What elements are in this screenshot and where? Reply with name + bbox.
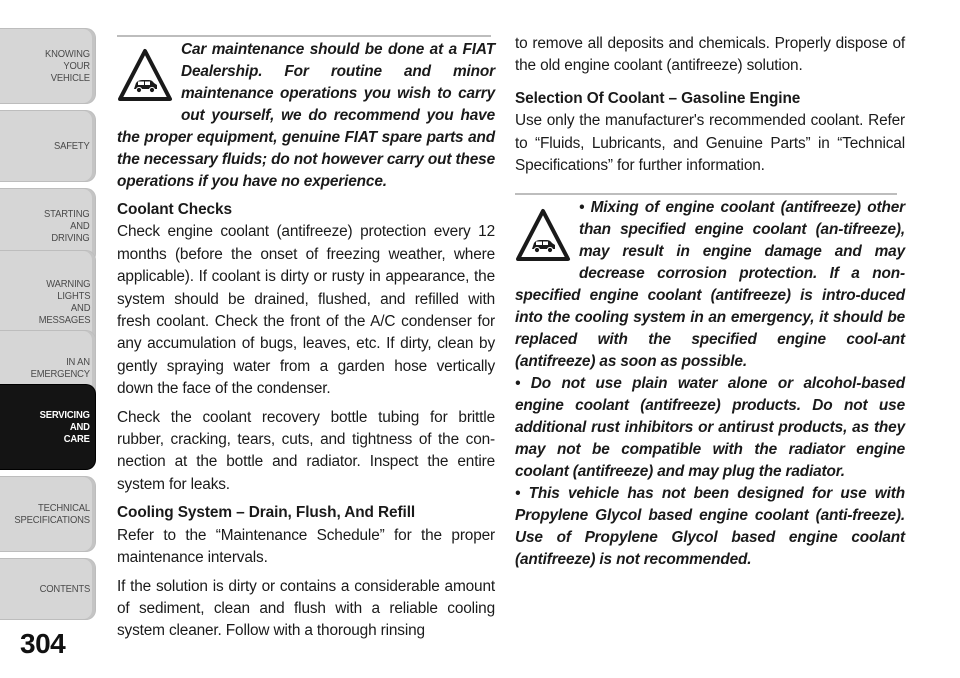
tab-technical-specifications[interactable] — [0, 476, 96, 552]
coolant-warning — [515, 197, 905, 571]
tab-label: KNOWING YOUR VEHICLE — [45, 48, 90, 84]
warning-triangle-icon — [117, 47, 173, 107]
tab-label: CONTENTS — [39, 583, 90, 595]
page-number: 304 — [20, 628, 66, 659]
maintenance-warning — [117, 39, 495, 193]
warning-divider — [515, 193, 897, 195]
paragraph-continued: to remove all deposits and chemicals. Properly dispose of the old engine coolant (antifreeze) solution. — [515, 35, 905, 75]
tab-contents[interactable] — [0, 558, 96, 620]
right-column — [515, 0, 905, 571]
warning-bullet: • Mixing of engine coolant (antifreeze) other than specified engine coolant (an-tifreeze), may result in engine damage and may decrease corrosion protection. If a non-specified engine coolant (antifreeze) is intro-duced into the cooling system in an emergency, it should be replaced with the specified engine cool-ant (antifreeze) as soon as possible. — [515, 197, 905, 373]
paragraph-maintenance-schedule: Refer to the “Maintenance Schedule” for the proper maintenance intervals. — [117, 526, 495, 567]
paragraph-flush: If the solution is dirty or contains a considerable amount of sediment, clean and flush with a reliable cooling system cleaner. Follow with a thorough rinsing — [117, 577, 495, 640]
paragraph-selection: Use only the manufacturer's recommended coolant. Refer to “Fluids, Lubricants, and Genuine Parts” in “Technical Specifications” for further information. — [515, 112, 905, 175]
tab-label: SERVICING AND CARE — [39, 409, 90, 445]
tab-label: TECHNICAL SPECIFICATIONS — [14, 502, 90, 526]
heading-selection-of-coolant: Selection Of Coolant – Gasoline Engine — [515, 89, 801, 107]
tab-label: IN AN EMERGENCY — [30, 356, 90, 380]
tab-label: SAFETY — [54, 140, 90, 152]
warning-bullet: • Do not use plain water alone or alcohol-based engine coolant (antifreeze) products. Do not use additional rust inhibitors or antirust products, as they may not be compatible with the radiator engine coolant (antifreeze) and may plug the radiator. — [515, 373, 905, 483]
heading-coolant-checks: Coolant Checks — [117, 201, 232, 218]
tab-label: STARTING AND DRIVING — [44, 208, 90, 244]
warning-triangle-icon — [515, 207, 571, 267]
heading-cooling-system: Cooling System – Drain, Flush, And Refill — [117, 504, 416, 522]
paragraph-coolant-tubing: Check the coolant recovery bottle tubing for brittle rubber, cracking, tears, cuts, and tightness of the con-nection at the bottle and radiator. Inspect the entire system for leaks. — [117, 408, 495, 493]
warning-bullet: • This vehicle has not been designed for use with Propylene Glycol based engine coolant (anti-freeze). Use of Propylene Glycol based engine coolant (antifreeze) is not recommended. — [515, 483, 905, 571]
paragraph-coolant-checks: Check engine coolant (antifreeze) protection every 12 months (before the onset of freezing weather, where applicable). If coolant is dirty or rusty in appearance, the system should be drained, flushed, and refilled with fresh coolant. Check the front of the A/C condenser for any accumulation of bugs, leaves, etc. If dirty, clean by gently spraying water from a garden hose vertically down the face of the condenser. — [117, 223, 495, 398]
left-column — [117, 0, 495, 643]
warning-text: Car maintenance should be done at a FIAT Dealership. For routine and minor maintenance operations you wish to carry out yourself, we do recommend you have the proper equipment, genuine FIAT spare parts and the necessary fluids; do not however carry out these operations if you have no experience. — [117, 41, 495, 190]
warning-divider — [117, 35, 491, 37]
tab-safety[interactable] — [0, 110, 96, 182]
tab-servicing-and-care[interactable] — [0, 384, 96, 470]
tab-label: WARNING LIGHTS AND MESSAGES — [38, 278, 90, 326]
tab-knowing-your-vehicle[interactable] — [0, 28, 96, 104]
